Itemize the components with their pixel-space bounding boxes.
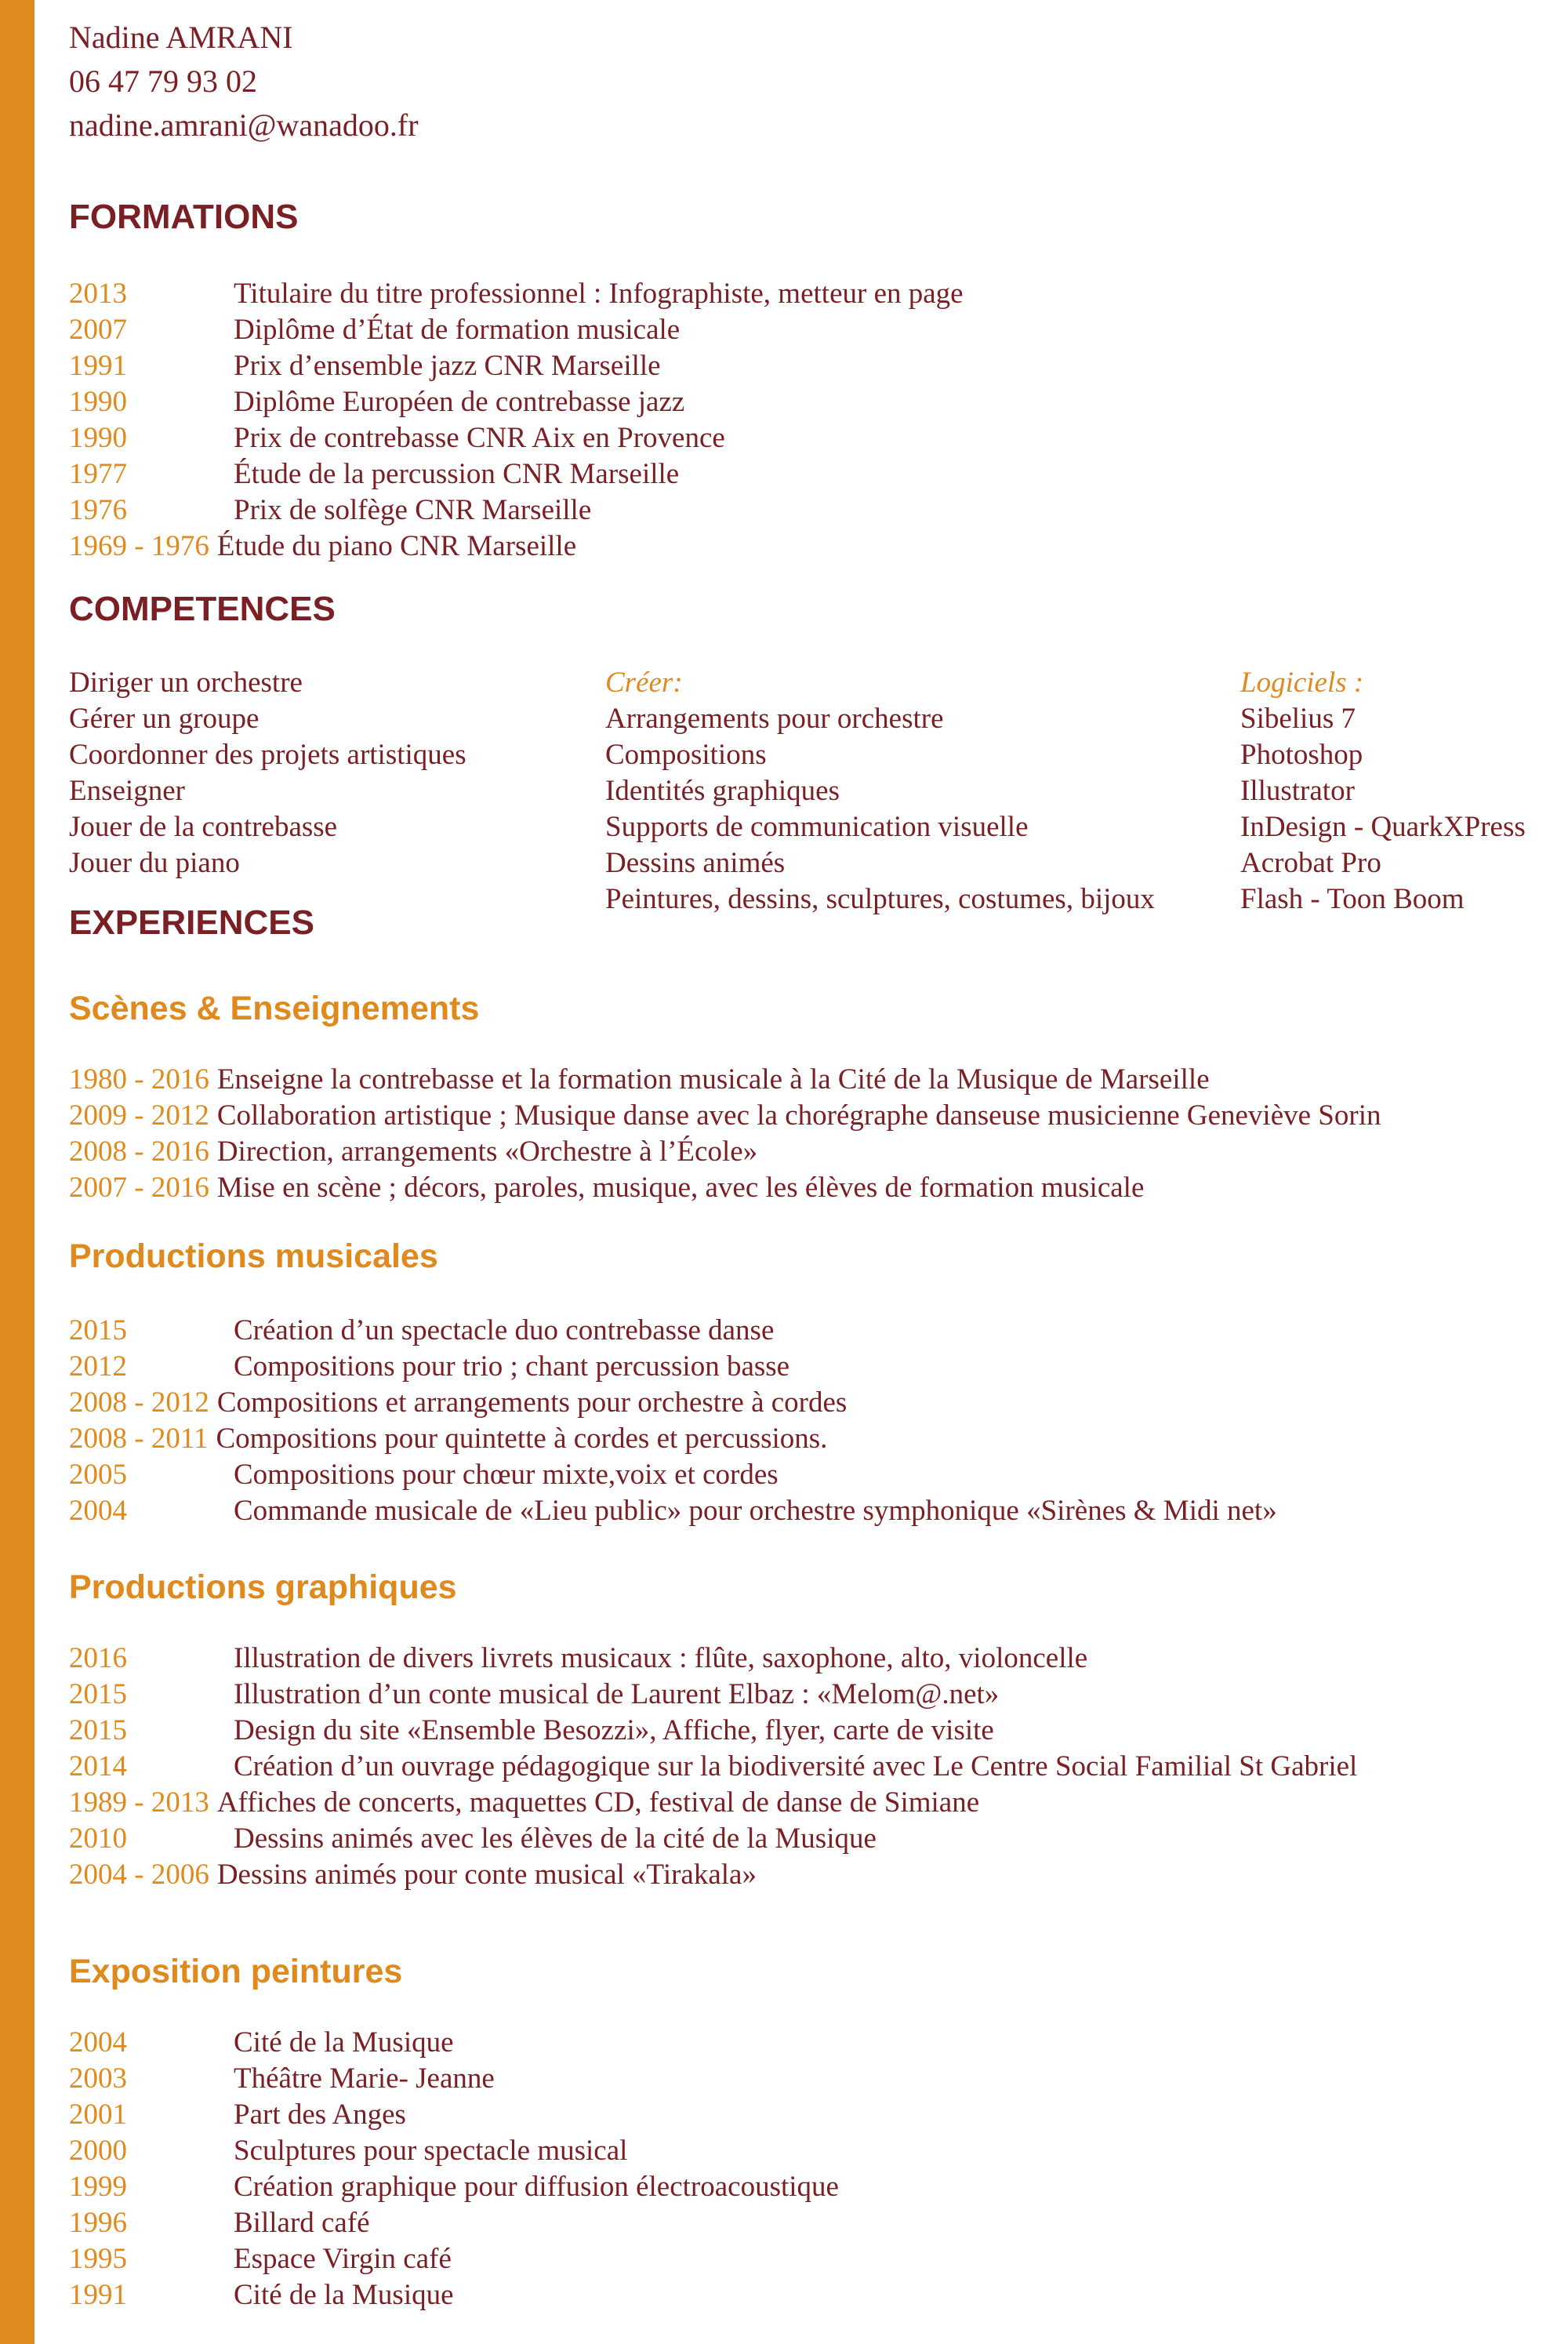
item-year: 2009 - 2012 [69, 1099, 209, 1132]
item-year: 1999 [69, 2171, 127, 2203]
item-year: 1980 - 2016 [69, 1063, 209, 1096]
formations-title: FORMATIONS [69, 198, 299, 236]
item-year: 2004 [69, 1495, 127, 1527]
list-item: Peintures, dessins, sculptures, costumes, bijoux [605, 883, 1155, 915]
item-text: Étude du piano CNR Marseille [216, 530, 577, 562]
item-text: Compositions pour quintette à cordes et percussions. [216, 1423, 828, 1455]
scenes-list [69, 1062, 1543, 1206]
item-text: Mise en scène ; décors, paroles, musique, avec les élèves de formation musicale [216, 1172, 1145, 1204]
item-text: Création d’un ouvrage pédagogique sur la biodiversité avec Le Centre Social Familial St Gabriel [234, 1750, 1358, 1783]
item-text: Espace Virgin café [234, 2243, 452, 2275]
list-item [69, 420, 1543, 456]
item-text: Billard café [234, 2207, 370, 2239]
list-item [69, 2025, 1543, 2061]
list-item [69, 2133, 1543, 2169]
item-text: Sculptures pour spectacle musical [234, 2135, 628, 2167]
item-year: 2004 - 2006 [69, 1859, 209, 1891]
item-text: Titulaire du titre professionnel : Infographiste, metteur en page [234, 278, 964, 310]
contact-block [69, 16, 419, 147]
item-year: 1969 - 1976 [69, 530, 209, 562]
experiences-title: EXPERIENCES [69, 903, 314, 942]
list-item [69, 1677, 1543, 1713]
list-item [69, 1349, 1543, 1385]
formations-list [69, 276, 1543, 565]
list-item [69, 1421, 1543, 1457]
list-item: Photoshop [1240, 739, 1363, 771]
list-item: Illustrator [1240, 775, 1355, 807]
peintures-list [69, 2025, 1543, 2313]
list-item: Jouer du piano [69, 847, 240, 879]
item-text: Dessins animés avec les élèves de la cité de la Musique [234, 1823, 877, 1855]
peintures-title: Exposition peintures [69, 1953, 403, 1990]
item-text: Création d’un spectacle duo contrebasse danse [234, 1314, 775, 1346]
item-text: Cité de la Musique [234, 2279, 454, 2311]
contact-phone: 06 47 79 93 02 [69, 64, 257, 99]
list-item [69, 1385, 1543, 1421]
item-year: 1995 [69, 2243, 127, 2275]
list-item: Acrobat Pro [1240, 847, 1381, 879]
list-item: Diriger un orchestre [69, 667, 303, 699]
contact-name: Nadine AMRANI [69, 20, 293, 55]
list-item [69, 1313, 1543, 1349]
item-year: 1976 [69, 494, 127, 526]
list-item [69, 384, 1543, 420]
list-item [69, 1098, 1543, 1134]
list-item [69, 1857, 1543, 1893]
list-item [69, 1821, 1543, 1857]
item-year: 2004 [69, 2026, 127, 2059]
list-item [69, 1457, 1543, 1493]
logiciels-heading: Logiciels : [1240, 667, 1364, 699]
list-item [69, 529, 1543, 565]
list-item: Compositions [605, 739, 767, 771]
list-item [69, 2205, 1543, 2241]
item-year: 1977 [69, 458, 127, 490]
item-text: Prix de solfège CNR Marseille [234, 494, 592, 526]
item-text: Enseigne la contrebasse et la formation musicale à la Cité de la Musique de Marseille [216, 1063, 1210, 1096]
item-year: 2010 [69, 1823, 127, 1855]
item-year: 2013 [69, 278, 127, 310]
item-text: Prix d’ensemble jazz CNR Marseille [234, 350, 661, 382]
item-year: 1989 - 2013 [69, 1786, 209, 1819]
item-year: 1991 [69, 350, 127, 382]
list-item: Supports de communication visuelle [605, 811, 1029, 843]
item-year: 2008 - 2011 [69, 1423, 209, 1455]
item-year: 2007 - 2016 [69, 1172, 209, 1204]
scenes-title: Scènes & Enseignements [69, 990, 480, 1027]
creer-list [605, 701, 1155, 918]
item-year: 2015 [69, 1678, 127, 1710]
item-text: Diplôme d’État de formation musicale [234, 314, 681, 346]
list-item [69, 276, 1543, 312]
musicales-title: Productions musicales [69, 1237, 438, 1275]
list-item [69, 1062, 1543, 1098]
list-item [69, 2169, 1543, 2205]
item-text: Affiches de concerts, maquettes CD, festival de danse de Simiane [216, 1786, 980, 1819]
item-year: 2015 [69, 1714, 127, 1746]
item-year: 2015 [69, 1314, 127, 1346]
list-item [69, 1493, 1543, 1529]
contact-email: nadine.amrani@wanadoo.fr [69, 107, 419, 143]
list-item [69, 2061, 1543, 2097]
list-item [69, 348, 1543, 384]
list-item: Dessins animés [605, 847, 786, 879]
list-item: Flash - Toon Boom [1240, 883, 1465, 915]
item-text: Cité de la Musique [234, 2026, 454, 2059]
item-year: 2008 - 2016 [69, 1136, 209, 1168]
list-item: Sibelius 7 [1240, 703, 1356, 735]
item-text: Création graphique pour diffusion électroacoustique [234, 2171, 839, 2203]
list-item [69, 2097, 1543, 2133]
list-item [69, 1134, 1543, 1170]
item-text: Collaboration artistique ; Musique danse avec la chorégraphe danseuse musicienne Geneviève Sorin [216, 1099, 1381, 1132]
list-item: Jouer de la contrebasse [69, 811, 338, 843]
list-item: Coordonner des projets artistiques [69, 739, 466, 771]
list-item [69, 1641, 1543, 1677]
creer-heading: Créer: [605, 667, 683, 699]
item-text: Compositions et arrangements pour orchestre à cordes [216, 1386, 848, 1419]
item-text: Compositions pour trio ; chant percussion basse [234, 1350, 790, 1383]
item-year: 2012 [69, 1350, 127, 1383]
item-text: Commande musicale de «Lieu public» pour orchestre symphonique «Sirènes & Midi net» [234, 1495, 1277, 1527]
list-item: Arrangements pour orchestre [605, 703, 944, 735]
accent-bar [0, 0, 34, 2344]
list-item: Enseigner [69, 775, 185, 807]
item-year: 1990 [69, 386, 127, 418]
item-year: 2001 [69, 2099, 127, 2131]
item-text: Prix de contrebasse CNR Aix en Provence [234, 422, 725, 454]
list-item [69, 456, 1543, 492]
list-item: Identités graphiques [605, 775, 840, 807]
competences-col-logiciels [1240, 665, 1526, 918]
competences-col-creer [605, 665, 1155, 918]
list-item: InDesign - QuarkXPress [1240, 811, 1526, 843]
list-item [69, 312, 1543, 348]
musicales-list [69, 1313, 1543, 1529]
item-year: 1990 [69, 422, 127, 454]
list-item [69, 1749, 1543, 1785]
competences-title: COMPETENCES [69, 590, 336, 628]
item-text: Illustration de divers livrets musicaux : flûte, saxophone, alto, violoncelle [234, 1642, 1088, 1674]
item-text: Dessins animés pour conte musical «Tirakala» [216, 1859, 757, 1891]
item-year: 2014 [69, 1750, 127, 1783]
item-text: Design du site «Ensemble Besozzi», Affiche, flyer, carte de visite [234, 1714, 994, 1746]
item-text: Illustration d’un conte musical de Laurent Elbaz : «Melom@.net» [234, 1678, 1000, 1710]
graphiques-list [69, 1641, 1543, 1893]
item-year: 2005 [69, 1459, 127, 1491]
item-text: Diplôme Européen de contrebasse jazz [234, 386, 685, 418]
item-text: Direction, arrangements «Orchestre à l’École» [216, 1136, 758, 1168]
item-year: 2008 - 2012 [69, 1386, 209, 1419]
item-text: Étude de la percussion CNR Marseille [234, 458, 680, 490]
item-text: Part des Anges [234, 2099, 406, 2131]
list-item [69, 1785, 1543, 1821]
list-item [69, 2241, 1543, 2277]
competences-col-skills [69, 665, 466, 881]
list-item [69, 492, 1543, 529]
list-item: Gérer un groupe [69, 703, 260, 735]
item-year: 1991 [69, 2279, 127, 2311]
item-year: 2003 [69, 2062, 127, 2095]
item-year: 2000 [69, 2135, 127, 2167]
graphiques-title: Productions graphiques [69, 1568, 457, 1606]
item-year: 2007 [69, 314, 127, 346]
skills-list [69, 665, 466, 881]
item-year: 1996 [69, 2207, 127, 2239]
item-text: Théâtre Marie- Jeanne [234, 2062, 495, 2095]
list-item [69, 2277, 1543, 2313]
item-text: Compositions pour chœur mixte,voix et cordes [234, 1459, 779, 1491]
list-item [69, 1170, 1543, 1206]
list-item [69, 1713, 1543, 1749]
logiciels-list [1240, 701, 1526, 918]
item-year: 2016 [69, 1642, 127, 1674]
